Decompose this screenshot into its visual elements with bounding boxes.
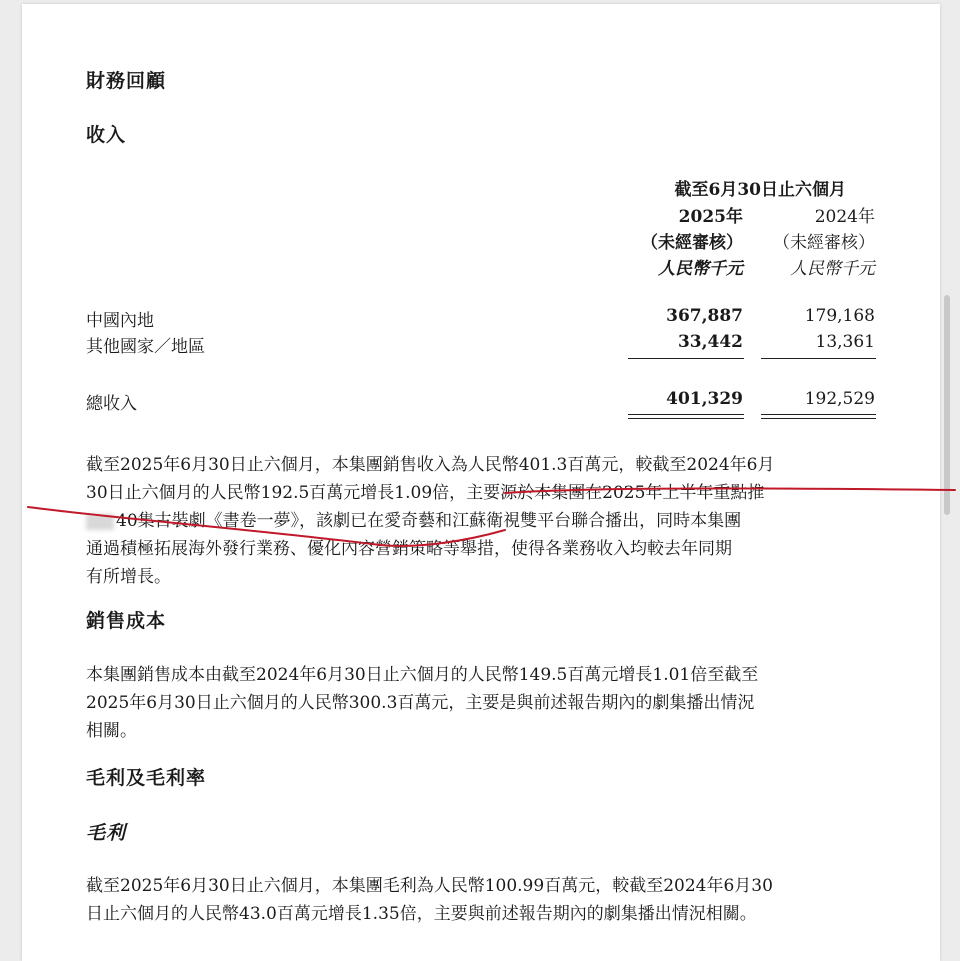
row-mainland-2024: 179,168 <box>804 306 875 326</box>
revenue-line-5: 有所增長。 <box>86 567 171 587</box>
col-2025-unit: 人民幣千元 <box>658 259 743 279</box>
total-rule-2024-b <box>761 418 876 419</box>
total-rule-2025-a <box>628 414 744 415</box>
heading-cost-of-sales: 銷售成本 <box>86 610 167 632</box>
cost-line-3: 相關。 <box>86 721 137 741</box>
cost-line-2: 2025年6月30日止六個月的人民幣300.3百萬元，主要是與前述報告期內的劇集播出情況 <box>86 693 755 713</box>
row-mainland-2025: 367,887 <box>666 306 743 326</box>
table-period-header: 截至6月30日止六個月 <box>674 180 846 200</box>
gross-line-2: 日止六個月的人民幣43.0百萬元增長1.35倍，主要與前述報告期內的劇集播出情況相關。 <box>86 904 757 924</box>
subtotal-rule-2025 <box>628 358 744 359</box>
col-2024-unit: 人民幣千元 <box>790 259 875 279</box>
col-2025-year: 2025年 <box>678 207 743 227</box>
row-other-2025: 33,442 <box>677 332 743 352</box>
heading-gross-profit-margin: 毛利及毛利率 <box>86 767 207 789</box>
heading-gross-profit: 毛利 <box>86 822 127 844</box>
revenue-line-3: 40集古裝劇《書卷一夢》，該劇已在愛奇藝和江蘇衛視雙平台聯合播出，同時本集團 <box>116 511 742 531</box>
heading-financial-review: 財務回顧 <box>86 70 167 92</box>
cost-line-1: 本集團銷售成本由截至2024年6月30日止六個月的人民幣149.5百萬元增長1.01倍至截至 <box>86 665 759 685</box>
subtotal-rule-2024 <box>761 358 876 359</box>
revenue-line-1: 截至2025年6月30日止六個月，本集團銷售收入為人民幣401.3百萬元，較截至2024年6月 <box>86 455 775 475</box>
col-2025-audit: （未經審核） <box>641 233 743 253</box>
redacted-blur <box>86 514 114 530</box>
row-label-mainland: 中國內地 <box>86 311 154 331</box>
col-2024-year: 2024年 <box>814 207 875 227</box>
row-label-total: 總收入 <box>86 394 137 414</box>
row-total-2024: 192,529 <box>804 389 875 409</box>
col-2024-audit: （未經審核） <box>773 233 875 253</box>
revenue-line-4: 通過積極拓展海外發行業務、優化內容營銷策略等舉措，使得各業務收入均較去年同期 <box>86 539 732 559</box>
revenue-line-2: 30日止六個月的人民幣192.5百萬元增長1.09倍，主要源於本集團在2025年上半年重點推 <box>86 483 765 503</box>
total-rule-2025-b <box>628 418 744 419</box>
row-label-other: 其他國家／地區 <box>86 337 205 357</box>
heading-revenue: 收入 <box>86 124 127 146</box>
gross-line-1: 截至2025年6月30日止六個月，本集團毛利為人民幣100.99百萬元，較截至2024年6月30 <box>86 876 773 896</box>
scrollbar[interactable] <box>944 295 950 515</box>
total-rule-2024-a <box>761 414 876 415</box>
row-total-2025: 401,329 <box>666 389 743 409</box>
revenue-line-3-wrap <box>86 506 741 531</box>
row-other-2024: 13,361 <box>815 332 875 352</box>
